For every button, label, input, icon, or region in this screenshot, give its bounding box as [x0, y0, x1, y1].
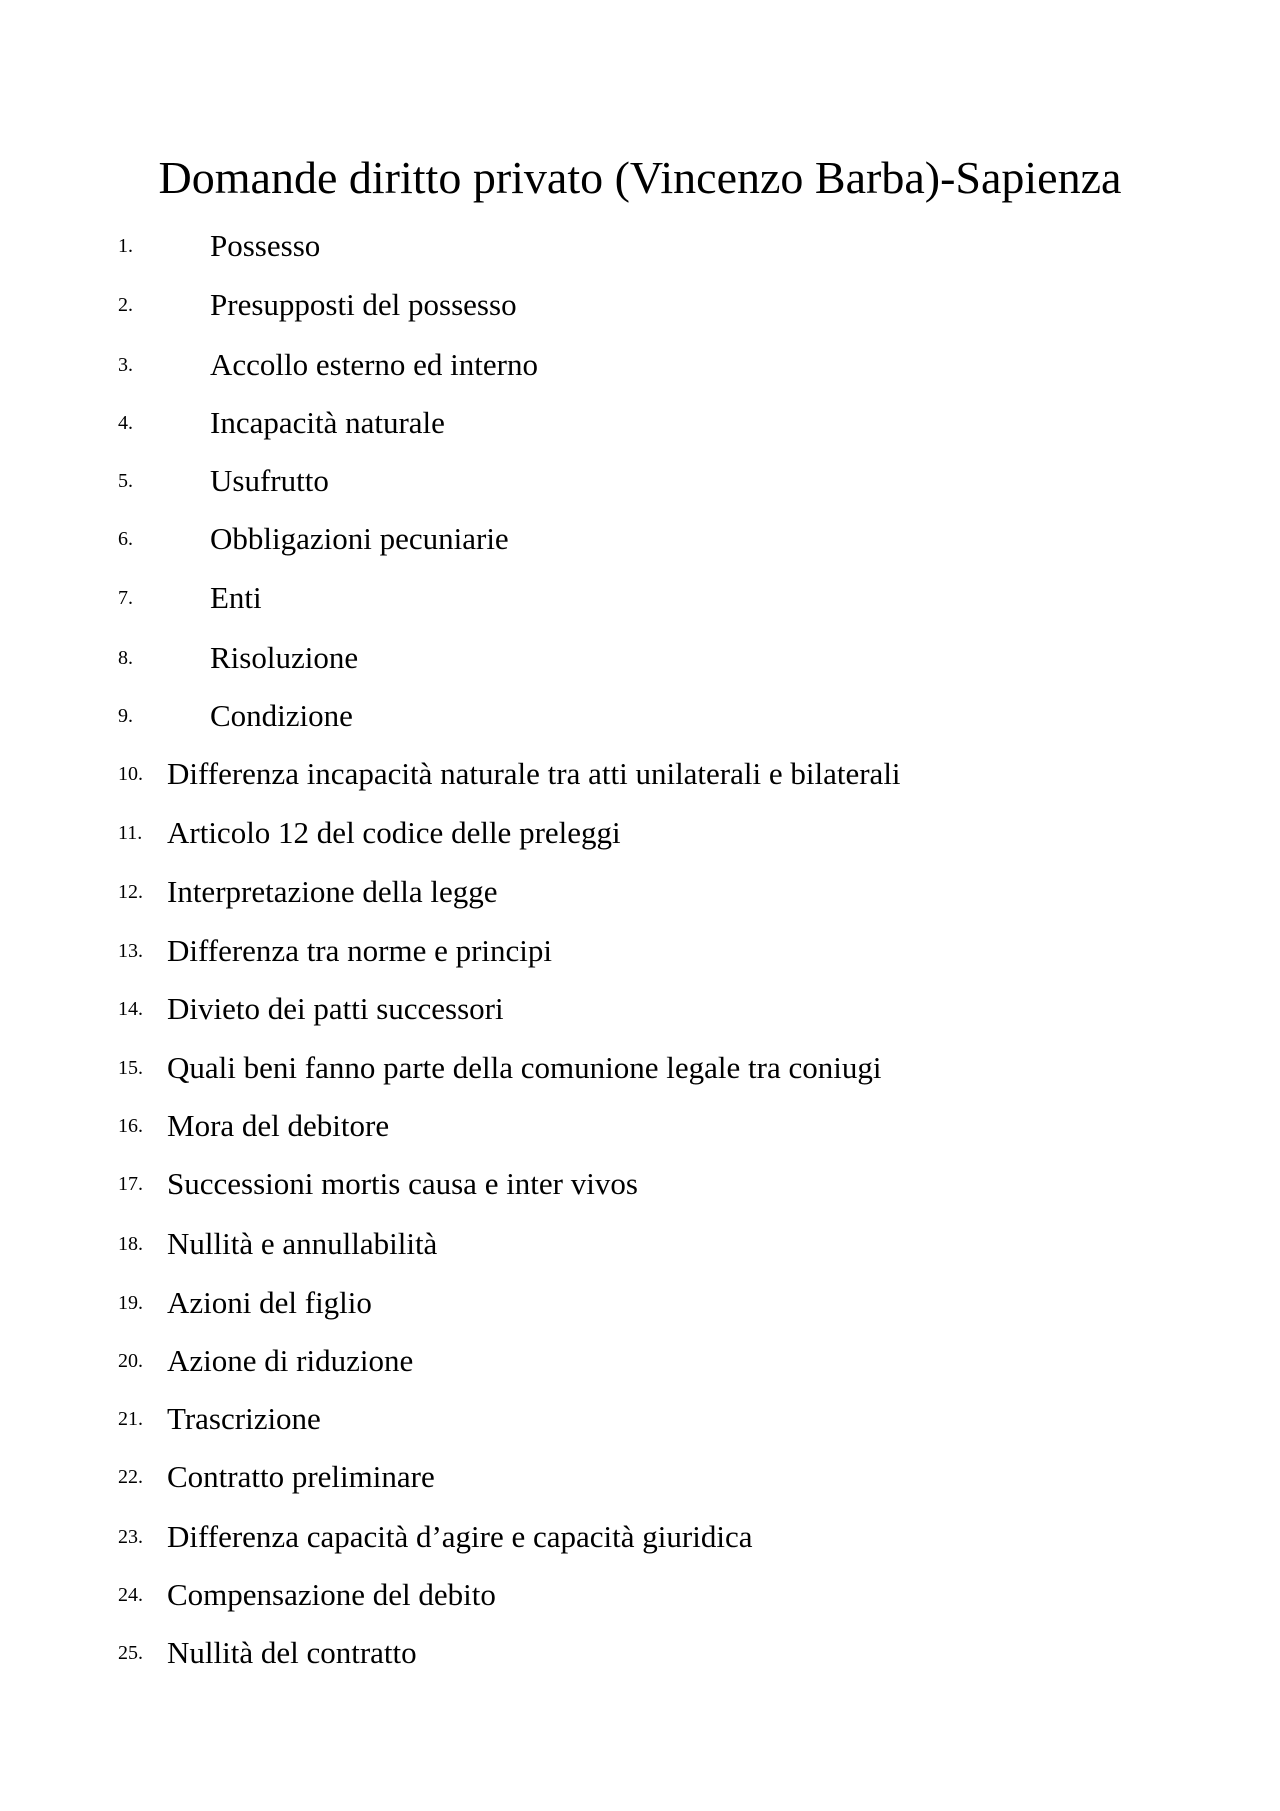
- item-number: 4.: [118, 412, 133, 434]
- list-item: [0, 754, 1280, 794]
- item-number: 22.: [118, 1466, 143, 1488]
- list-item: [0, 1224, 1280, 1264]
- item-number: 3.: [118, 354, 133, 376]
- item-number: 7.: [118, 587, 133, 609]
- item-number: 16.: [118, 1115, 143, 1137]
- item-text: Accollo esterno ed interno: [210, 347, 538, 382]
- item-number: 5.: [118, 470, 133, 492]
- item-number: 9.: [118, 705, 133, 727]
- list-item: [0, 226, 1280, 266]
- item-text: Quali beni fanno parte della comunione legale tra coniugi: [167, 1050, 882, 1085]
- list-item: [0, 989, 1280, 1029]
- item-text: Azioni del figlio: [167, 1285, 372, 1320]
- item-text: Differenza incapacità naturale tra atti unilaterali e bilaterali: [167, 756, 901, 791]
- list-item: [0, 1341, 1280, 1381]
- item-number: 21.: [118, 1408, 143, 1430]
- item-number: 19.: [118, 1292, 143, 1314]
- item-text: Risoluzione: [210, 640, 359, 675]
- item-text: Divieto dei patti successori: [167, 991, 504, 1026]
- item-number: 23.: [118, 1526, 143, 1548]
- item-text: Condizione: [210, 698, 353, 733]
- list-item: [0, 1283, 1280, 1323]
- item-text: Contratto preliminare: [167, 1459, 435, 1494]
- item-text: Usufrutto: [210, 463, 329, 498]
- item-number: 15.: [118, 1057, 143, 1079]
- item-text: Interpretazione della legge: [167, 874, 498, 909]
- item-text: Articolo 12 del codice delle preleggi: [167, 815, 621, 850]
- item-text: Incapacità naturale: [210, 405, 445, 440]
- list-item: [0, 403, 1280, 443]
- list-item: [0, 1457, 1280, 1497]
- list-item: [0, 638, 1280, 678]
- item-number: 13.: [118, 940, 143, 962]
- list-item: [0, 345, 1280, 385]
- item-text: Nullità del contratto: [167, 1635, 417, 1670]
- item-text: Possesso: [210, 228, 321, 263]
- list-item: [0, 872, 1280, 912]
- list-item: [0, 461, 1280, 501]
- item-number: 11.: [118, 822, 143, 844]
- list-item: [0, 285, 1280, 325]
- item-text: Differenza tra norme e principi: [167, 933, 553, 968]
- list-item: [0, 1399, 1280, 1439]
- list-item: [0, 1575, 1280, 1615]
- item-text: Nullità e annullabilità: [167, 1226, 438, 1261]
- item-number: 2.: [118, 294, 133, 316]
- item-text: Mora del debitore: [167, 1108, 390, 1143]
- list-item: [0, 813, 1280, 853]
- item-text: Successioni mortis causa e inter vivos: [167, 1166, 638, 1201]
- list-item: [0, 696, 1280, 736]
- item-text: Azione di riduzione: [167, 1343, 414, 1378]
- item-number: 20.: [118, 1350, 143, 1372]
- list-item: [0, 519, 1280, 559]
- item-number: 8.: [118, 647, 133, 669]
- item-number: 18.: [118, 1233, 143, 1255]
- item-text: Compensazione del debito: [167, 1577, 496, 1612]
- item-text: Enti: [210, 580, 262, 615]
- item-number: 6.: [118, 528, 133, 550]
- item-number: 24.: [118, 1584, 143, 1606]
- item-number: 14.: [118, 998, 143, 1020]
- list-item: [0, 1164, 1280, 1204]
- item-number: 17.: [118, 1173, 143, 1195]
- list-item: [0, 1106, 1280, 1146]
- list-item: [0, 1517, 1280, 1557]
- item-text: Obbligazioni pecuniarie: [210, 521, 509, 556]
- item-text: Differenza capacità d’agire e capacità giuridica: [167, 1519, 753, 1554]
- item-text: Trascrizione: [167, 1401, 321, 1436]
- item-number: 25.: [118, 1642, 143, 1664]
- list-item: [0, 1048, 1280, 1088]
- item-text: Presupposti del possesso: [210, 287, 517, 322]
- item-number: 12.: [118, 881, 143, 903]
- list-item: [0, 931, 1280, 971]
- list-item: [0, 578, 1280, 618]
- item-number: 1.: [118, 235, 133, 257]
- item-number: 10.: [118, 763, 143, 785]
- list-item: [0, 1633, 1280, 1673]
- page-title: Domande diritto privato (Vincenzo Barba)-Sapienza: [158, 152, 1122, 203]
